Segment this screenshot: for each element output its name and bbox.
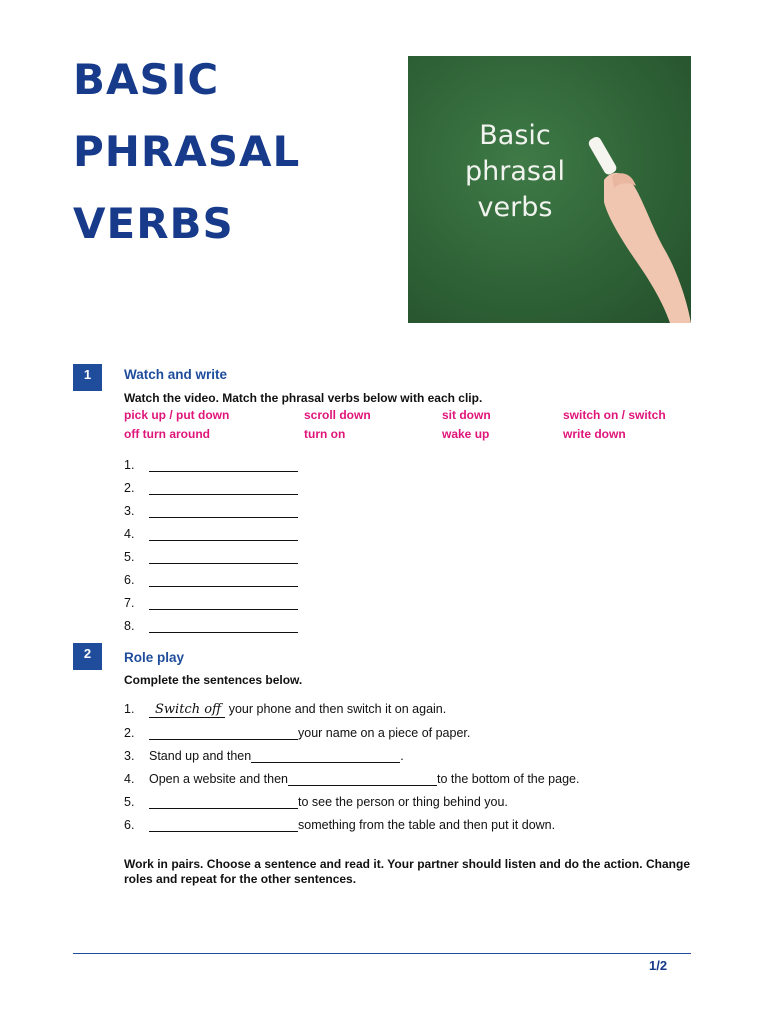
sentence-number: 2. [124,726,135,740]
sentence-text: your name on a piece of paper. [298,726,471,740]
pair-work-instructions: Work in pairs. Choose a sentence and read it. Your partner should listen and do the action. Change roles and repeat for the other sentences. [124,857,690,886]
answer-blank[interactable] [149,794,298,809]
answer-blank[interactable] [149,503,298,518]
footer-divider [73,953,691,954]
chalkboard-line: Basic [479,120,551,151]
sentence [124,817,555,835]
phrasal-verb: scroll down [304,408,371,422]
phrasal-verb: sit down [442,408,491,422]
answer-line [124,618,298,636]
title-line: PHRASAL [73,127,301,176]
answer-blank[interactable] [149,457,298,472]
sentence-text: to see the person or thing behind you. [298,795,508,809]
item-number: 8. [124,619,135,633]
sentence [124,748,404,766]
section-1-instruction: Watch the video. Match the phrasal verbs below with each clip. [124,391,483,405]
sentence [124,794,508,812]
section-2-number: 2 [73,643,102,670]
title-line: VERBS [73,199,234,248]
answer-blank[interactable] [149,549,298,564]
phrasal-verb: pick up / put down [124,408,230,422]
answer-line [124,480,298,498]
answer-blank[interactable] [149,572,298,587]
sentence-text: something from the table and then put it down. [298,818,556,832]
phrasal-verb: write down [563,427,626,441]
sentence-number: 4. [124,772,135,786]
sentence-text: to the bottom of the page. [437,772,580,786]
answer-blank[interactable] [288,771,437,786]
item-number: 7. [124,596,135,610]
answer-blank[interactable] [149,595,298,610]
sentence [124,702,446,720]
section-1-title: Watch and write [124,367,228,382]
section-2-title: Role play [124,650,185,665]
answer-line [124,595,298,613]
item-number: 1. [124,458,135,472]
item-number: 5. [124,550,135,564]
chalkboard-line: phrasal [464,156,565,187]
answer-line [124,572,298,590]
sentence-text: Open a website and then [149,772,288,786]
hand-with-chalk-icon [408,56,691,323]
answer-blank[interactable] [149,480,298,495]
answer-line [124,526,298,544]
answer-blank[interactable] [149,725,298,740]
sentence-number: 3. [124,749,135,763]
answer-blank[interactable] [149,526,298,541]
page-number: 1/2 [649,958,668,973]
phrasal-verb: wake up [442,427,490,441]
item-number: 2. [124,481,135,495]
answer-line [124,457,298,475]
sentence-number: 5. [124,795,135,809]
answer-line [124,549,298,567]
section-2-instruction: Complete the sentences below. [124,673,303,687]
item-number: 4. [124,527,135,541]
sentence-text: Stand up and then [149,749,252,763]
page-title [73,44,300,260]
title-line: BASIC [73,55,220,104]
phrasal-verb: turn on [304,427,346,441]
chalkboard-line: verbs [477,192,553,223]
answer-blank[interactable] [149,618,298,633]
phrasal-verb: off turn around [124,427,210,441]
sentence-text: . [400,749,404,763]
sentence [124,725,470,743]
item-number: 3. [124,504,135,518]
chalkboard-image [408,56,691,323]
sentence [124,771,579,789]
example-answer: Switch off [149,702,225,718]
item-number: 6. [124,573,135,587]
answer-blank[interactable] [251,748,400,763]
answer-line [124,503,298,521]
sentence-number: 6. [124,818,135,832]
answer-blank[interactable] [149,817,298,832]
phrasal-verb: switch on / switch [563,408,666,422]
sentence-number: 1. [124,702,135,716]
section-1-number: 1 [73,364,102,391]
sentence-text: your phone and then switch it on again. [225,702,447,716]
